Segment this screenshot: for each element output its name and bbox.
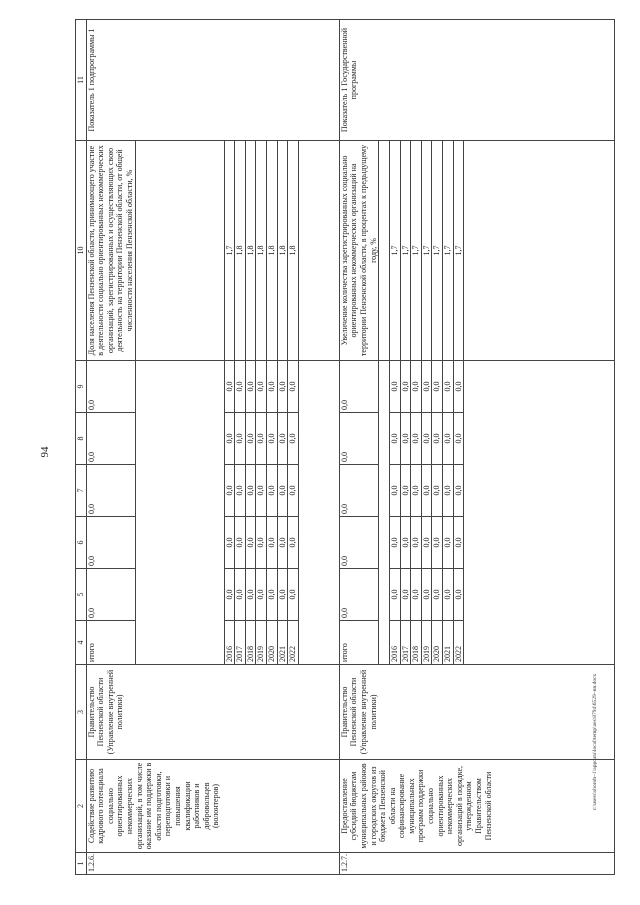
year-value: 0,0 [432,517,443,569]
measure-number: 1.2.7. [339,853,615,875]
year-value: 0,0 [432,413,443,465]
total-label: итого [339,621,378,665]
indicator-value: 1,8 [245,141,256,361]
year-value: 0,0 [390,465,401,517]
indicator-text: Увеличение количества зарегистрированных социально ориентированных некоммерческих организаций на территории Пензенской области, в процентах к предыдущему году, % [339,141,378,361]
year-value: 0,0 [411,361,422,413]
blank-cell [298,141,339,361]
year-value: 0,0 [235,569,246,621]
indicator-value: 1,7 [453,141,464,361]
table-body [76,20,615,875]
year-value: 0,0 [245,361,256,413]
indicator-text: Доля населения Пензенской области, принимающего участие в деятельности социально ориентированных некоммерческих организаций, зарегистрированных и осуществляющих свою деятельность на территории Пензенской области, от общей численности населения Пензенской области, % [86,141,135,361]
year-value: 0,0 [288,569,299,621]
year-value: 0,0 [421,465,432,517]
total-value: 0,0 [339,465,378,517]
total-value: 0,0 [339,517,378,569]
indicator-value: 1,7 [411,141,422,361]
measure-executor: Правительство Пензенской области (Управление внутренней политики) [86,665,339,760]
year-value: 0,0 [421,413,432,465]
year-value: 0,0 [277,569,288,621]
measure-row [86,20,135,875]
year-value: 0,0 [266,569,277,621]
year-value: 0,0 [235,413,246,465]
year-label: 2021 [277,621,288,665]
header-cell: 7 [76,465,87,517]
year-value: 0,0 [453,465,464,517]
indicator-value: 1,7 [421,141,432,361]
blank-cell [135,141,224,361]
year-value: 0,0 [235,517,246,569]
year-label: 2022 [453,621,464,665]
total-value: 0,0 [86,569,135,621]
header-cell: 2 [76,760,87,853]
year-value: 0,0 [224,569,235,621]
year-value: 0,0 [235,361,246,413]
total-value: 0,0 [339,413,378,465]
year-label: 2019 [256,621,267,665]
year-value: 0,0 [288,465,299,517]
year-value: 0,0 [411,465,422,517]
year-value: 0,0 [453,361,464,413]
year-value: 0,0 [400,517,411,569]
year-value: 0,0 [400,569,411,621]
header-cell: 9 [76,361,87,413]
year-label: 2020 [266,621,277,665]
blank-cell [379,361,390,665]
measure-executor: Правительство Пензенской области (Управление внутренней политики) [339,665,615,760]
year-value: 0,0 [256,517,267,569]
header-cell: 4 [76,621,87,665]
blank-cell [379,141,390,361]
year-value: 0,0 [400,361,411,413]
total-value: 0,0 [86,413,135,465]
year-value: 0,0 [421,517,432,569]
year-value: 0,0 [235,465,246,517]
year-value: 0,0 [453,517,464,569]
indicator-link: Показатель 1 подпрограммы 1 [86,20,339,141]
year-value: 0,0 [400,413,411,465]
year-value: 0,0 [266,361,277,413]
year-value: 0,0 [245,517,256,569]
year-value: 0,0 [245,569,256,621]
total-value: 0,0 [86,517,135,569]
year-value: 0,0 [245,465,256,517]
year-label: 2016 [390,621,401,665]
indicator-value: 1,8 [266,141,277,361]
year-value: 0,0 [453,569,464,621]
indicator-value: 1,7 [443,141,454,361]
year-value: 0,0 [390,569,401,621]
year-label: 2020 [432,621,443,665]
year-value: 0,0 [421,361,432,413]
measure-number: 1.2.6. [86,853,339,875]
year-label: 2017 [235,621,246,665]
year-value: 0,0 [277,361,288,413]
measure-name: Предоставление субсидий бюджетам муниципальных районов и городских округов из бюджета Пензенской области на софинансирование муниципальных программ поддержки социально ориентированных некоммерческих организаций в порядке, утвержденном Правительством Пензенской области [339,760,615,853]
blank-cell [464,361,615,665]
year-label: 2019 [421,621,432,665]
year-value: 0,0 [453,413,464,465]
measure-name: Содействие развитию кадрового потенциала социально ориентированных некоммерческих организаций, в том числе оказание им поддержки в области подготовки, переподготовки и повышения квалификации работников и добровольцев (волонтеров) [86,760,339,853]
total-value: 0,0 [86,361,135,413]
year-value: 0,0 [224,361,235,413]
year-value: 0,0 [224,517,235,569]
header-cell: 10 [76,141,87,361]
rotated-table-container [75,20,585,875]
year-value: 0,0 [443,569,454,621]
year-value: 0,0 [256,465,267,517]
year-value: 0,0 [266,517,277,569]
header-cell: 1 [76,853,87,875]
blank-cell [298,361,339,665]
year-label: 2018 [411,621,422,665]
blank-cell [135,361,224,665]
footer-path: c:\users\sboroh~1\appdata\local\temp\aes\8794\6529~nn.docx [592,673,598,811]
indicator-value: 1,7 [400,141,411,361]
total-label: итого [86,621,135,665]
year-value: 0,0 [266,465,277,517]
blank-cell [464,141,615,361]
year-value: 0,0 [443,361,454,413]
indicator-value: 1,8 [277,141,288,361]
year-value: 0,0 [288,413,299,465]
indicator-value: 1,8 [288,141,299,361]
total-value: 0,0 [86,465,135,517]
year-value: 0,0 [443,465,454,517]
header-cell: 6 [76,517,87,569]
total-value: 0,0 [339,361,378,413]
year-value: 0,0 [421,569,432,621]
year-value: 0,0 [277,413,288,465]
header-cell: 11 [76,20,87,141]
year-label: 2016 [224,621,235,665]
header-cell: 8 [76,413,87,465]
year-value: 0,0 [400,465,411,517]
header-cell: 3 [76,665,87,760]
year-value: 0,0 [256,413,267,465]
year-value: 0,0 [277,465,288,517]
year-value: 0,0 [432,569,443,621]
year-value: 0,0 [390,361,401,413]
measure-row [339,20,378,875]
year-label: 2018 [245,621,256,665]
year-value: 0,0 [266,413,277,465]
year-value: 0,0 [390,413,401,465]
year-value: 0,0 [411,517,422,569]
page-number: 94 [39,446,51,458]
year-value: 0,0 [288,361,299,413]
year-value: 0,0 [390,517,401,569]
year-value: 0,0 [277,517,288,569]
indicator-value: 1,7 [432,141,443,361]
header-cell: 5 [76,569,87,621]
year-value: 0,0 [432,361,443,413]
indicator-link: Показатель 1 Государственной программы [339,20,615,141]
year-label: 2021 [443,621,454,665]
total-value: 0,0 [339,569,378,621]
year-value: 0,0 [443,517,454,569]
indicator-value: 1,7 [224,141,235,361]
header-row [76,20,87,875]
year-value: 0,0 [224,413,235,465]
indicator-value: 1,8 [235,141,246,361]
year-label: 2022 [288,621,299,665]
year-value: 0,0 [224,465,235,517]
year-value: 0,0 [288,517,299,569]
year-value: 0,0 [245,413,256,465]
indicator-value: 1,7 [390,141,401,361]
year-value: 0,0 [256,361,267,413]
year-label: 2017 [400,621,411,665]
indicator-value: 1,8 [256,141,267,361]
year-value: 0,0 [443,413,454,465]
year-value: 0,0 [411,413,422,465]
year-value: 0,0 [256,569,267,621]
program-measures-table [75,19,615,875]
year-value: 0,0 [411,569,422,621]
year-value: 0,0 [432,465,443,517]
